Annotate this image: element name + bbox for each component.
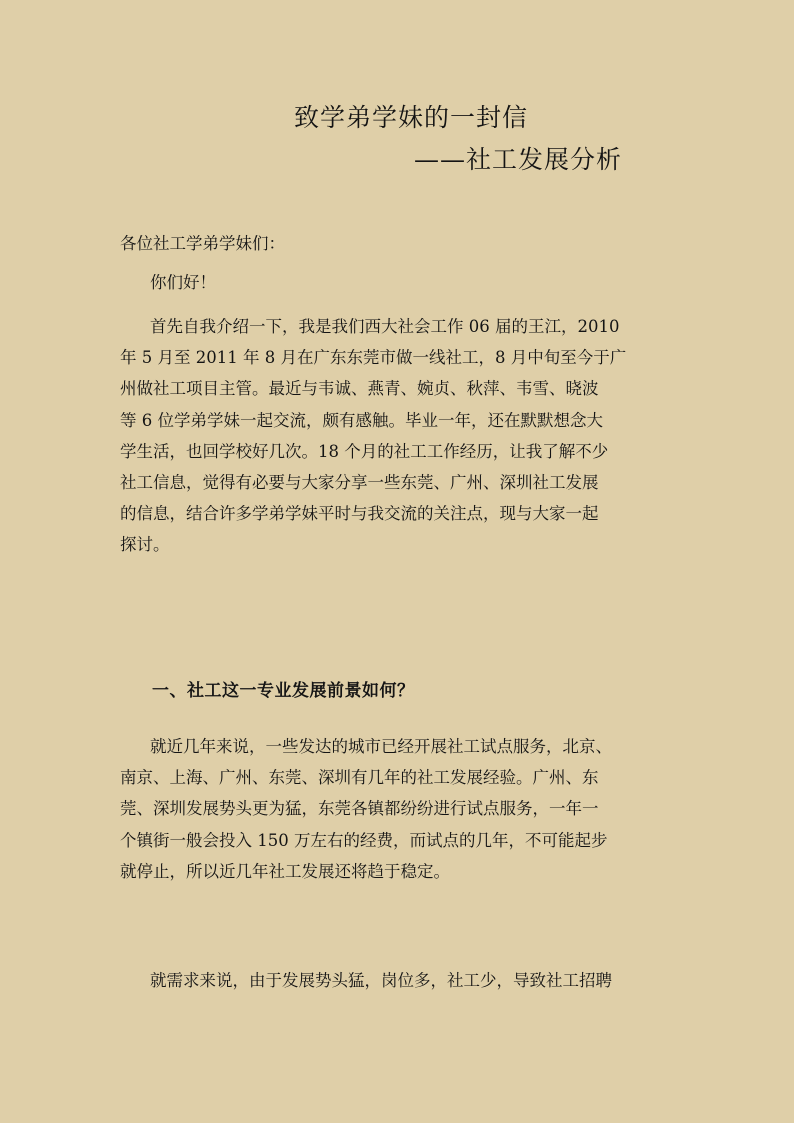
paragraph-line: 州做社工项目主管。最近与韦诚、燕青、婉贞、秋萍、韦雪、晓波: [120, 379, 599, 399]
paragraph-line: 就停止，所以近几年社工发展还将趋于稳定。: [120, 861, 450, 881]
greeting-text: 你们好！: [150, 273, 216, 292]
paragraph-line: 莞、深圳发展势头更为猛，东莞各镇都纷纷进行试点服务，一年一: [120, 799, 599, 819]
paragraph-line: 社工信息，觉得有必要与大家分享一些东莞、广州、深圳社工发展: [120, 472, 599, 492]
paragraph-line: 个镇街一般会投入 150 万左右的经费，而试点的几年，不可能起步: [120, 830, 608, 850]
document-title: 致学弟学妹的一封信: [294, 103, 529, 132]
salutation: [120, 228, 670, 259]
paragraph-line: 首先自我介绍一下，我是我们西大社会工作 06 届的王江，2010: [150, 317, 620, 336]
paragraph-line: 就近几年来说，一些发达的城市已经开展社工试点服务，北京、: [150, 737, 612, 756]
paragraph-line: 南京、上海、广州、东莞、深圳有几年的社工发展经验。广州、东: [120, 768, 599, 788]
paragraph-line: 探讨。: [120, 535, 170, 555]
greeting: [120, 267, 670, 298]
paragraph-introduction: [120, 311, 670, 561]
paragraph-line: 就需求来说，由于发展势头猛，岗位多，社工少，导致社工招聘: [150, 971, 612, 990]
section-heading: 一、社工这一专业发展前景如何？: [152, 681, 415, 701]
salutation-text: 各位社工学弟学妹们：: [120, 234, 285, 253]
paragraph-development: [120, 731, 670, 887]
paragraph-line: 年 5 月至 2011 年 8 月在广东东莞市做一线社工，8 月中旬至今于广: [120, 348, 627, 368]
document-subtitle: ——社工发展分析: [414, 145, 623, 174]
paragraph-line: 学生活，也回学校好几次。18 个月的社工工作经历，让我了解不少: [120, 441, 609, 461]
paragraph-line: 等 6 位学弟学妹一起交流，颇有感触。毕业一年，还在默默想念大: [120, 410, 603, 430]
paragraph-line: 的信息，结合许多学弟学妹平时与我交流的关注点，现与大家一起: [120, 504, 599, 524]
paragraph-demand: [120, 965, 670, 996]
